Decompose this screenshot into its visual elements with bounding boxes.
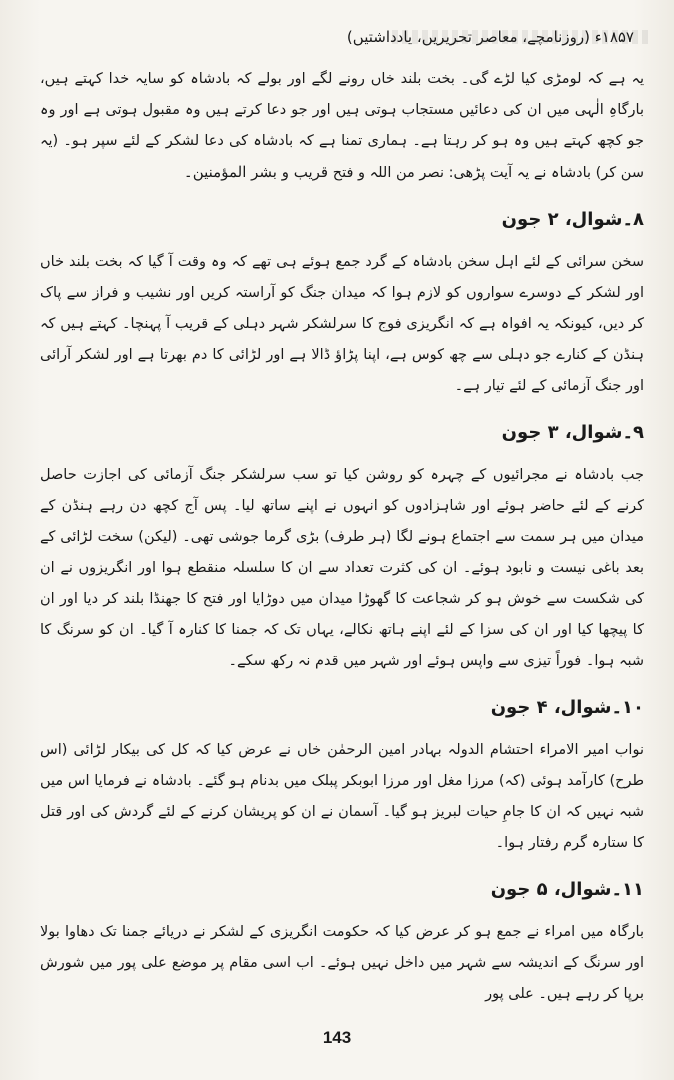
text-line: سے اجتماع ہونے لگا (ہر طرف) بڑی گرما جوشی تھی۔ (لیکن) سخت لڑائی کے بعد باغی نیست و نابود ہوئے۔ ان کی (40, 529, 645, 576)
text-line: بارگاہ میں امراء نے جمع ہو کر عرض کیا کہ حکومت انگریزی کے لشکر نے دریائے جمنا تک دھاوا بولا اور (40, 924, 644, 971)
section-heading-shawwal-11: ۱۱۔شوال، ۵ جون (490, 879, 644, 900)
section-paragraph (40, 735, 644, 859)
text-line: ہماری تمنا ہے کہ بادشاہ کی دعا لشکر کے لئے سپر ہو۔ (یہ سن کر) بادشاہ نے یہ آیت پڑھی: نصر من اللہ و فتح (40, 133, 644, 181)
text-line: میں ان کی دعائیں مستجاب ہوتی ہیں اور جو دعا کرتے ہیں وہ مقبول ہوتی ہے اور وہ جو کچھ کہتے ہیں وہ ہو کر رہتا ہے۔ (40, 102, 644, 149)
section-paragraph (40, 460, 644, 677)
text-line: پڑاؤ ڈالا ہے اور لڑائی کا دم بھرتا ہے اور لشکر آرائی اور جنگ آزمائی کے لئے تیار ہے۔ (40, 347, 644, 394)
text-line: جب بادشاہ نے مجرائیوں کے چہرہ کو روشن کیا تو سب سرلشکر جنگ آزمائی کی اجازت حاصل کرنے کے (40, 467, 645, 514)
page-body (40, 64, 644, 1010)
text-line: نواب امیر الامراء احتشام الدولہ بہادر امین الرحمٰن خاں نے عرض کیا کہ کل کی بیکار لڑائی (اس طرح) (40, 742, 644, 789)
section-heading-shawwal-10: ۱۰۔شوال، ۴ جون (490, 697, 644, 718)
section-heading-shawwal-9: ۹۔شوال، ۳ جون (501, 422, 644, 443)
section-heading-block (40, 402, 644, 460)
intro-paragraph (40, 64, 644, 189)
section-paragraph (40, 917, 644, 1010)
text-line: کہ انگریزی فوج کا سرلشکر شہر دہلی کے قریب آ پہنچا۔ کہتے ہیں کہ ہنڈن کے کنارے جو دہلی سے چھ کوس ہے، اپنا (40, 316, 644, 363)
section-heading-block (40, 189, 644, 247)
text-line: آ گیا۔ ان کو سرنگ کا شبہ ہوا۔ فوراً تیزی سے واپس ہوئے اور شہر میں قدم نہ رکھ سکے۔ (40, 622, 644, 669)
text-line: کارآمد ہوئی (کہ) مرزا مغل اور مرزا ابوبکر پبلک میں بدنام ہو گئے۔ بادشاہ نے فرمایا اس میں شبہ نہیں کہ ان کا جامِ (40, 773, 645, 820)
text-line: سخن سرائی کے لئے اہل سخن بادشاہ کے گرد جمع ہوئے ہی تھے کہ وہ وقت آ گیا کہ بخت بلند خاں اور لشکر (40, 254, 644, 301)
section-heading-block (40, 677, 644, 735)
text-line: کثرت تعداد سے ان کا سلسلہ منقطع ہوا اور انگریزوں نے ان کی شکست سے خوش ہو کر شجاعت کا گھوڑا میدان میں (40, 560, 644, 607)
text-line: یہ ہے کہ لومڑی کیا لڑے گی۔ بخت بلند خاں رونے لگے اور بولے کہ بادشاہ کو سایہ خدا کہتے ہیں، بارگاہِ الٰہی (40, 71, 644, 118)
text-line: دوڑایا اور فتح کا جھنڈا بلند کر دیا اور ان کا پیچھا کیا اور ان کی سزا کے لئے اپنے ہاتھ نکالے، یہاں تک کہ جمنا کا کنارہ (40, 591, 644, 638)
section-heading-shawwal-8: ۸۔شوال، ۲ جون (501, 209, 644, 230)
text-line: سرنگ کے اندیشہ سے شہر میں داخل نہیں ہوئے۔ اب اسی مقام پر موضع علی پور میں شورش برپا کر رہے ہیں۔ علی پور (40, 955, 644, 1002)
text-line: کے دوسرے سواروں کو لازم ہوا کہ میدان جنگ کو آراستہ کریں اور نشیب و فراز سے پاک کر دیں، کیونکہ یہ افواہ ہے (40, 285, 644, 332)
text-line: حیات لبریز ہو گیا۔ آسمان نے ان کو پریشان کرنے کے لئے گردش کی اور قتل کا ستارہ گرم رفتار ہوا۔ (40, 804, 644, 851)
section-heading-block (40, 859, 644, 917)
quranic-verse: قریب و بشر المؤمنین۔ (183, 163, 329, 181)
running-header: ۱۸۵۷ء (روزنامچے، معاصر تحریریں، یادداشتیں) (346, 28, 634, 46)
section-paragraph (40, 247, 644, 402)
text-line: لئے حاضر ہوئے اور شاہزادوں کو انہوں نے اپنے ساتھ لیا۔ پس آج کچھ دن رہے ہنڈن کے میدان میں ہر سمت (40, 498, 644, 545)
page-number: 143 (322, 1028, 352, 1047)
